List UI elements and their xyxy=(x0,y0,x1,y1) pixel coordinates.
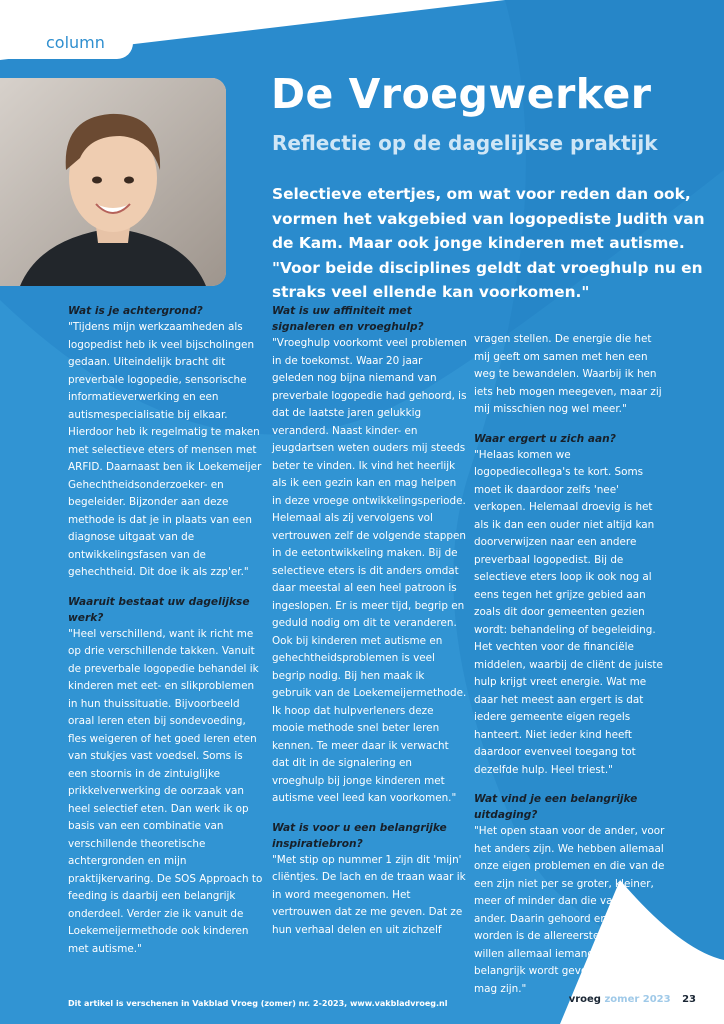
column-1 xyxy=(68,303,263,958)
column-3 xyxy=(474,331,670,998)
answer-text: "Heel verschillend, want ik richt me op drie verschillende takken. Vanuit de preverbale logopedie behandel ik kinderen met eet- en slikproblemen in hun thuissituatie. Bijvoorbeeld oraal leren eten bij sondevoeding, fles weigeren of het goed leren eten van stukjes vast voedsel. Soms is een stoornis in de zintuiglijke prikkelverwerking de oorzaak van heel selectief eten. Dan werk ik op basis van een combinatie van verschillende theoretische achtergronden en mijn praktijkervaring. De SOS Approach to feeding is daarbij een belangrijk onderdeel. Verder zie ik vanuit de Loekemeijermethode ook kinderen met autisme." xyxy=(68,627,263,955)
question-heading: Waar ergert u zich aan? xyxy=(474,432,616,445)
question-heading: Wat is je achtergrond? xyxy=(68,305,203,317)
question-heading: Wat is uw affiniteit met signaleren en vroeghulp? xyxy=(272,305,424,333)
answer-text: "Tijdens mijn werkzaamheden als logopedist heb ik veel bijscholingen gedaan. Uiteindelijk bracht dit preverbale logopedie, sensorische informatieverwerking en een autismespecialisatie bij elkaar. Hierdoor heb ik regelmatig te maken met selectieve eters of mensen met ARFID. Daarnaast ben ik Loekemeijer Gehechtheidsonderzoeker- en begeleider. Bijzonder aan deze methode is dat je in plaats van een diagnose uitgaat van de ontwikkelingsfasen van de gehechtheid. Dit doe ik als zzp'er." xyxy=(68,321,262,578)
intro-paragraph: Selectieve etertjes, om wat voor reden dan ook, vormen het vakgebied van logopediste Judith van de Kam. Maar ook jonge kinderen met autisme. "Voor beide disciplines geldt dat vroeghulp nu en straks veel ellende kan voorkomen." xyxy=(272,185,705,301)
answer-text: vragen stellen. De energie die het mij geeft om samen met hen een weg te bewandelen. Waarbij ik hen iets heb mogen meegeven, maar zij mij misschien nog wel meer." xyxy=(474,333,662,415)
question-heading: Wat is voor u een belangrijke inspiratiebron? xyxy=(272,821,447,850)
portrait-photo xyxy=(0,78,226,286)
portrait-illustration xyxy=(0,78,226,286)
answer-text: "Met stip op nummer 1 zijn dit 'mijn' cliëntjes. De lach en de traan waar ik in word meegenomen. Het vertrouwen dat ze me geven. Dat ze hun verhaal delen en uit zichzelf xyxy=(272,853,466,936)
section-tab: column xyxy=(0,27,133,59)
column-2 xyxy=(272,303,467,939)
answer-text: "Het open staan voor de ander, voor het anders zijn. We hebben allemaal onze eigen problemen en die van de een zijn niet per se groter, kleiner, meer of minder dan die van de ander. Daarin gehoord en gezien worden is de allereerste stap. We willen allemaal iemand zijn die belangrijk wordt gevonden, die er mag zijn." xyxy=(474,825,665,995)
folio-page-number: 23 xyxy=(682,994,696,1005)
folio-magazine: vroeg xyxy=(568,994,601,1005)
question-heading: Wat vind je een belangrijke uitdaging? xyxy=(474,793,638,821)
page-folio xyxy=(569,994,696,1005)
question-heading: Waaruit bestaat uw dagelijkse werk? xyxy=(68,595,250,624)
answer-text: "Vroeghulp voorkomt veel problemen in de toekomst. Waar 20 jaar geleden nog bijna niemand van preverbale logopedie had gehoord, is dat de laatste jaren gelukkig veranderd. Naast kinder- en jeugdartsen weten ouders mij steeds beter te vinden. Ik vind het heerlijk als ik een gezin kan en mag helpen in deze vroege ontwikkelingsperiode. Helemaal als zij vervolgens vol vertrouwen zelf de volgende stappen in de eetontwikkeling maken. Bij de selectieve eters is dit anders omdat daar meestal al een heel patroon is ingeslopen. Er is meer tijd, begrip en geduld nodig om dit te veranderen. Ook bij kinderen met autisme en gehechtheidsproblemen is veel begrip nodig. Bij hen maak ik gebruik van de Loekemeijermethode. Ik hoop dat hulpverleners deze mooie methode snel beter leren kennen. Te meer daar ik verwacht dat dit in de signalering en vroeghulp bij jonge kinderen met autisme veel leed kan voorkomen." xyxy=(272,337,467,804)
page-title: De Vroegwerker xyxy=(271,70,652,118)
page-subtitle: Reflectie op de dagelijkse praktijk xyxy=(272,131,658,155)
footer-credit: Dit artikel is verschenen in Vakblad Vroeg (zomer) nr. 2-2023, www.vakbladvroeg.nl xyxy=(68,999,448,1008)
answer-text: "Helaas komen we logopediecollega's te kort. Soms moet ik daardoor zelfs 'nee' verkopen. Helemaal droevig is het als ik dan een ouder niet altijd kan doorverwijzen naar een andere preverbaal logopedist. Bij de selectieve eters loop ik ook nog al eens tegen het grijze gebied aan zoals dit door gemeenten gezien wordt: behandeling of begeleiding. Het vechten voor de financiële middelen, waarbij de cliënt de juiste hulp krijgt vreet energie. Wat me daar het meest aan ergert is dat iedere gemeente eigen regels hanteert. Niet ieder kind heeft daardoor evenveel toegang tot dezelfde hulp. Heel triest." xyxy=(474,448,663,776)
folio-issue: zomer 2023 xyxy=(604,994,671,1005)
